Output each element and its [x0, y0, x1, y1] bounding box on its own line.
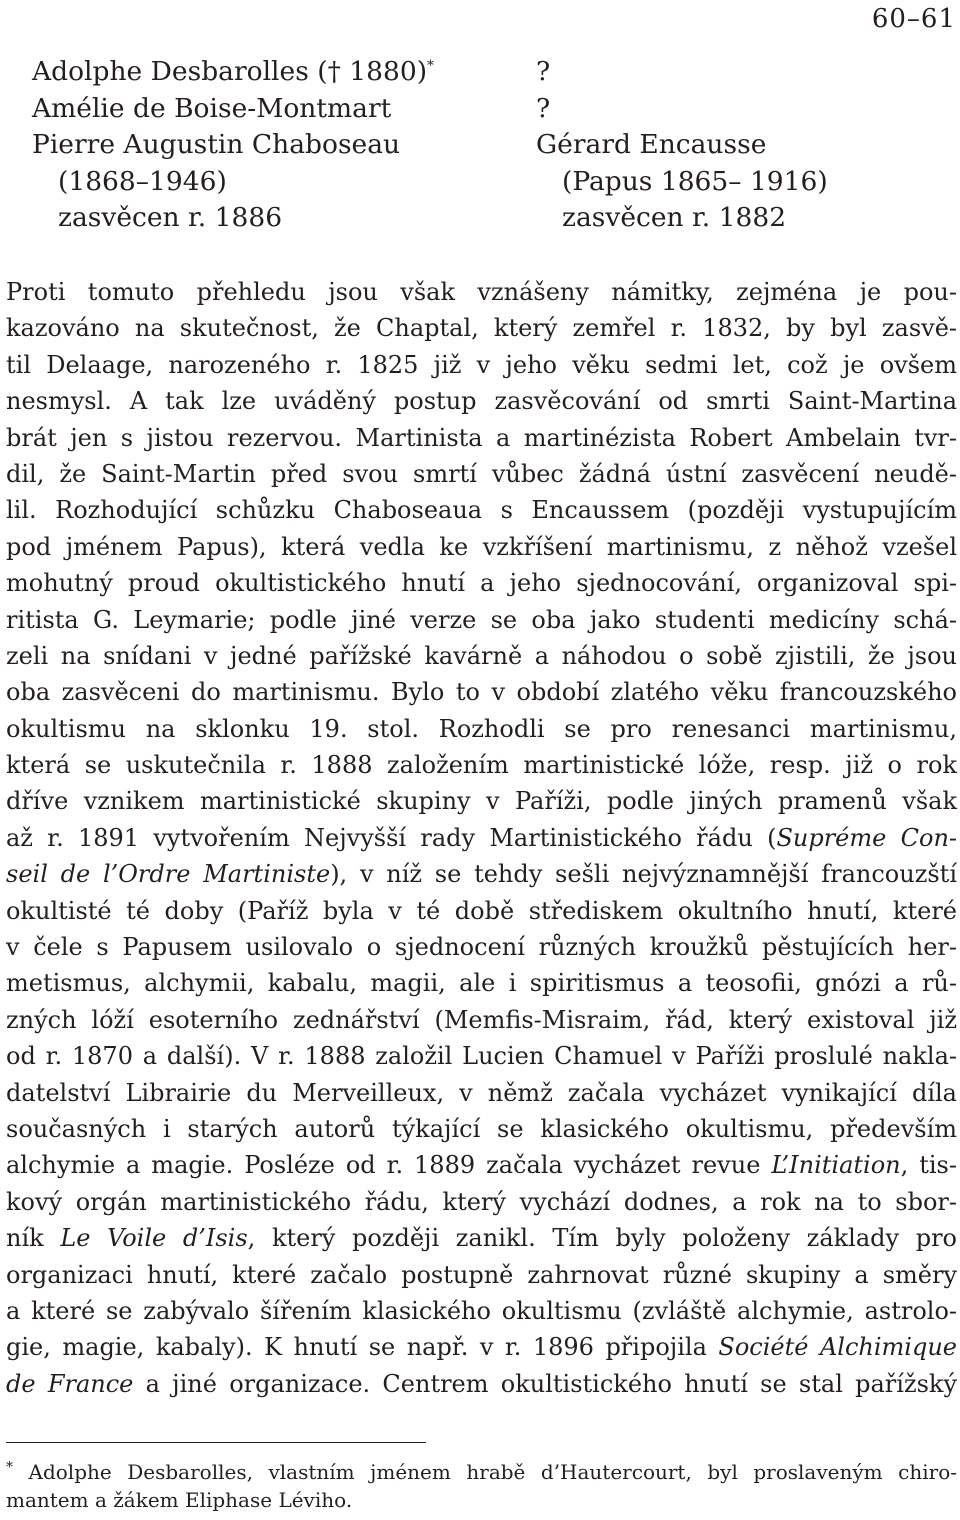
- text-line: [6, 856, 957, 892]
- italic-title: Le Voile d’Isis: [60, 1224, 248, 1253]
- footnote-line: mantem a žákem Eliphase Léviho.: [6, 1488, 353, 1512]
- text-line: od r. 1870 a další). V r. 1888 založil Lucien Chamuel v Paříži proslulé nakla-: [6, 1042, 957, 1071]
- lineage-left: zasvěcen r. 1886: [58, 202, 283, 233]
- text-run: gie, magie, kabaly). K hnutí se např. v r. 1896 připojila: [6, 1333, 719, 1362]
- text-run: , který později zanikl. Tím byly položeny základy pro: [247, 1224, 958, 1253]
- text-line: [6, 1329, 957, 1365]
- footnote: [6, 1458, 957, 1514]
- text-line: [6, 1147, 957, 1183]
- italic-title: Société Alchimique: [718, 1333, 957, 1362]
- lineage-table: [32, 54, 932, 237]
- text-line: nesmysl. A tak lze uváděný postup zasvěcování od smrti Saint-Martina: [6, 387, 957, 416]
- text-line: til Delaage, narozeného r. 1825 již v jeho věku sedmi let, což je ovšem: [6, 350, 957, 379]
- lineage-row: [32, 200, 932, 237]
- text-line: okultismu na sklonku 19. stol. Rozhodli se pro renesanci martinismu,: [6, 714, 957, 743]
- text-run: až r. 1891 vytvořením Nejvyšší rady Martinistického řádu (: [6, 823, 777, 852]
- footnote-marker: *: [6, 1459, 13, 1476]
- text-line: Proti tomuto přehledu jsou však vznášeny námitky, zejména je pou-: [6, 278, 957, 306]
- text-line: současných i starých autorů týkající se klasického okultismu, především: [6, 1114, 957, 1143]
- text-run: , tis-: [900, 1151, 957, 1180]
- text-line: mohutný proud okultistického hnutí a jeho sjednocování, organizoval spi-: [6, 569, 957, 598]
- text-line: [6, 1366, 957, 1402]
- footnote-reference: *: [427, 58, 435, 75]
- lineage-row: [32, 91, 932, 128]
- italic-title: L’Initiation: [771, 1151, 901, 1180]
- text-line: lil. Rozhodující schůzku Chaboseaua s Encaussem (později vystupujícím: [6, 496, 957, 525]
- lineage-right: ?: [536, 56, 551, 87]
- text-line: okultisté té doby (Paříž byla v té době střediskem okultního hnutí, které: [6, 896, 957, 925]
- lineage-left: [32, 54, 434, 91]
- italic-title: Supréme Con-: [776, 823, 958, 852]
- body-paragraph: [6, 274, 957, 1402]
- text-line: kový orgán martinistického řádu, který vychází dodnes, a rok na to sbor-: [6, 1187, 957, 1216]
- text-line: zeli na snídani v jedné pařížské kavárně a náhodou o sobě zjistili, že jsou: [6, 641, 957, 670]
- lineage-row: [32, 164, 932, 201]
- lineage-right: zasvěcen r. 1882: [562, 202, 787, 233]
- text-line: metismus, alchymii, kabalu, magii, ale i spiritismus a teosofii, gnózi a rů-: [6, 969, 957, 998]
- italic-title: de France: [6, 1369, 134, 1398]
- lineage-left: (1868–1946): [58, 165, 227, 197]
- lineage-left-text: Adolphe Desbarolles († 1880): [32, 56, 428, 87]
- page-number: 60–61: [871, 4, 956, 34]
- lineage-row: [32, 54, 932, 91]
- text-line: datelství Librairie du Merveilleux, v němž začala vycházet vynikající díla: [6, 1078, 957, 1107]
- text-line: pod jménem Papus), která vedla ke vzkříšení martinismu, z něhož vzešel: [6, 532, 957, 561]
- text-line: v čele s Papusem usilovalo o sjednocení různých kroužků pěstujících her-: [6, 933, 957, 962]
- lineage-left: Pierre Augustin Chaboseau: [32, 129, 401, 160]
- italic-title: seil de l’Ordre Martiniste: [6, 860, 331, 889]
- footnote-line: [6, 1458, 957, 1486]
- text-run: ník: [6, 1224, 61, 1253]
- lineage-right: Gérard Encausse: [536, 129, 767, 160]
- lineage-right: (Papus 1865– 1916): [562, 165, 828, 197]
- text-run: alchymie a magie. Posléze od r. 1889 začala vycházet revue: [6, 1151, 772, 1180]
- text-line: organizaci hnutí, které začalo postupně zahrnovat různé skupiny a směry: [6, 1260, 957, 1289]
- text-line: ritista G. Leymarie; podle jiné verze se oba jako studenti medicíny schá-: [6, 605, 957, 634]
- text-run: a jiné organizace. Centrem okultistického hnutí se stal pařížský: [133, 1369, 957, 1398]
- text-line: brát jen s jistou rezervou. Martinista a martinézista Robert Ambelain tvr-: [6, 423, 957, 452]
- lineage-left: Amélie de Boise-Montmart: [32, 92, 392, 124]
- footnote-divider: [6, 1442, 426, 1443]
- footnote-text: Adolphe Desbarolles, vlastním jménem hrabě d’Hautercourt, byl proslaveným chiro-: [13, 1460, 957, 1484]
- text-line: [6, 1220, 957, 1256]
- text-line: dříve vznikem martinistické skupiny v Paříži, podle jiných pramenů však: [6, 787, 957, 816]
- text-line: která se uskutečnila r. 1888 založením martinistické lóže, resp. již o rok: [6, 751, 957, 780]
- text-line: [6, 820, 957, 856]
- text-line: oba zasvěceni do martinismu. Bylo to v období zlatého věku francouzského: [6, 678, 957, 707]
- lineage-row: [32, 127, 932, 164]
- text-line: dil, že Saint-Martin před svou smrtí vůbec žádná ústní zasvěcení neudě-: [6, 459, 957, 488]
- lineage-right: ?: [536, 92, 551, 124]
- text-line: zných lóží esoterního zednářství (Memfis-Misraim, řád, který existoval již: [6, 1005, 957, 1034]
- text-run: ), v níž se tehdy sešli nejvýznamnější francouzští: [330, 860, 957, 889]
- text-line: kazováno na skutečnost, že Chaptal, který zemřel r. 1832, by byl zasvě-: [6, 314, 957, 343]
- text-line: a které se zabývalo šířením klasického okultismu (zvláště alchymie, astrolo-: [6, 1296, 957, 1325]
